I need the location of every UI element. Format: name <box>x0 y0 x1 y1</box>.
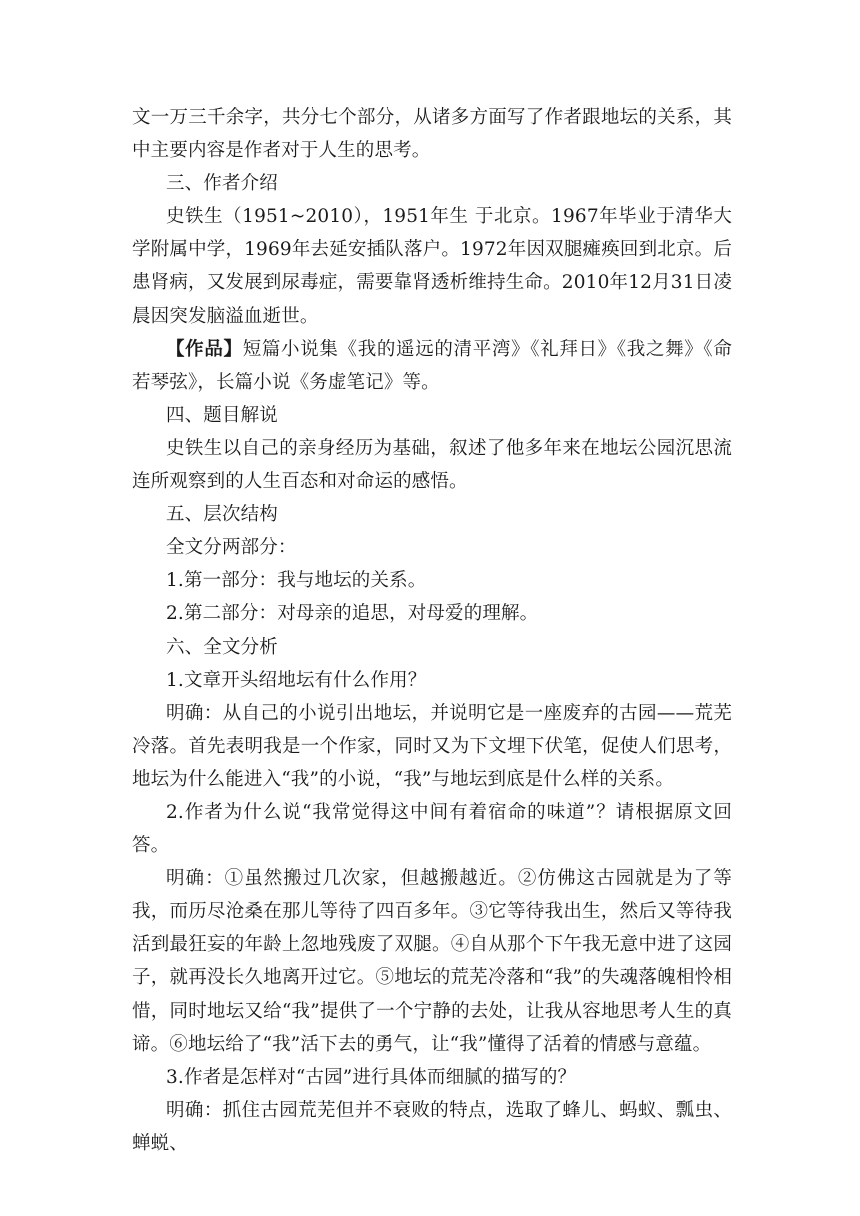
section-heading-structure: 五、层次结构 <box>166 504 278 526</box>
list-item-part-two: 2.第二部分：对母亲的追思，对母爱的理解。 <box>166 603 539 625</box>
question-three: 3.作者是怎样对“古园”进行具体而细腻的描写的？ <box>166 1066 577 1088</box>
question-two: 2.作者为什么说“我常觉得这中间有着宿命的味道”？请根据原文回答。 <box>132 801 732 857</box>
section-heading-analysis: 六、全文分析 <box>166 636 278 658</box>
paragraph-intro-continued: 文一万三千余字，共分七个部分，从诸多方面写了作者跟地坛的关系，其中主要内容是作者对于人生的思考。 <box>132 107 732 162</box>
paragraph-author-bio: 史铁生（1951~2010），1951年生 于北京。1967年毕业于清华大学附属中学，1969年去延安插队落户。1972年因双腿瘫痪回到北京。后患肾病，又发展到尿毒症，需要靠肾透析维持生命。2010年12月31日凌晨因突发脑溢血逝世。 <box>132 206 732 327</box>
question-one: 1.文章开头绍地坛有什么作用？ <box>166 669 427 691</box>
works-label: 【作品】 <box>166 338 243 360</box>
section-heading-title-explanation: 四、题目解说 <box>166 404 278 426</box>
paragraph-title-explanation: 史铁生以自己的亲身经历为基础，叙述了他多年来在地坛公园沉思流连所观察到的人生百态和对命运的感悟。 <box>132 437 732 493</box>
section-heading-author: 三、作者介绍 <box>166 173 278 195</box>
paragraph-structure-intro: 全文分两部分： <box>166 537 297 559</box>
works-text: 短篇小说集《我的遥远的清平湾》《礼拜日》《我之舞》《命若琴弦》，长篇小说《务虚笔记》等。 <box>132 338 732 393</box>
answer-three: 明确：抓住古园荒芜但并不衰败的特点，选取了蜂儿、蚂蚁、瓢虫、蝉蜕、 <box>132 1099 732 1154</box>
list-item-part-one: 1.第一部分：我与地坛的关系。 <box>166 570 427 592</box>
document-body <box>132 101 732 1160</box>
answer-two: 明确：①虽然搬过几次家，但越搬越近。②仿佛这古园就是为了等我，而历尽沧桑在那儿等待了四百多年。③它等待我出生，然后又等待我活到最狂妄的年龄上忽地残废了双腿。④自从那个下午我无意中进了这园子，就再没长久地离开过它。⑤地坛的荒芜冷落和“我”的失魂落魄相怜相惜，同时地坛又给“我”提供了一个宁静的去处，让我从容地思考人生的真谛。⑥地坛给了“我”活下去的勇气，让“我”懂得了活着的情感与意蕴。 <box>132 868 732 1055</box>
paragraph-works <box>132 333 732 399</box>
answer-one: 明确：从自己的小说引出地坛，并说明它是一座废弃的古园——荒芜冷落。首先表明我是一个作家，同时又为下文埋下伏笔，促使人们思考，地坛为什么能进入“我”的小说，“我”与地坛到底是什么样的关系。 <box>132 702 732 790</box>
